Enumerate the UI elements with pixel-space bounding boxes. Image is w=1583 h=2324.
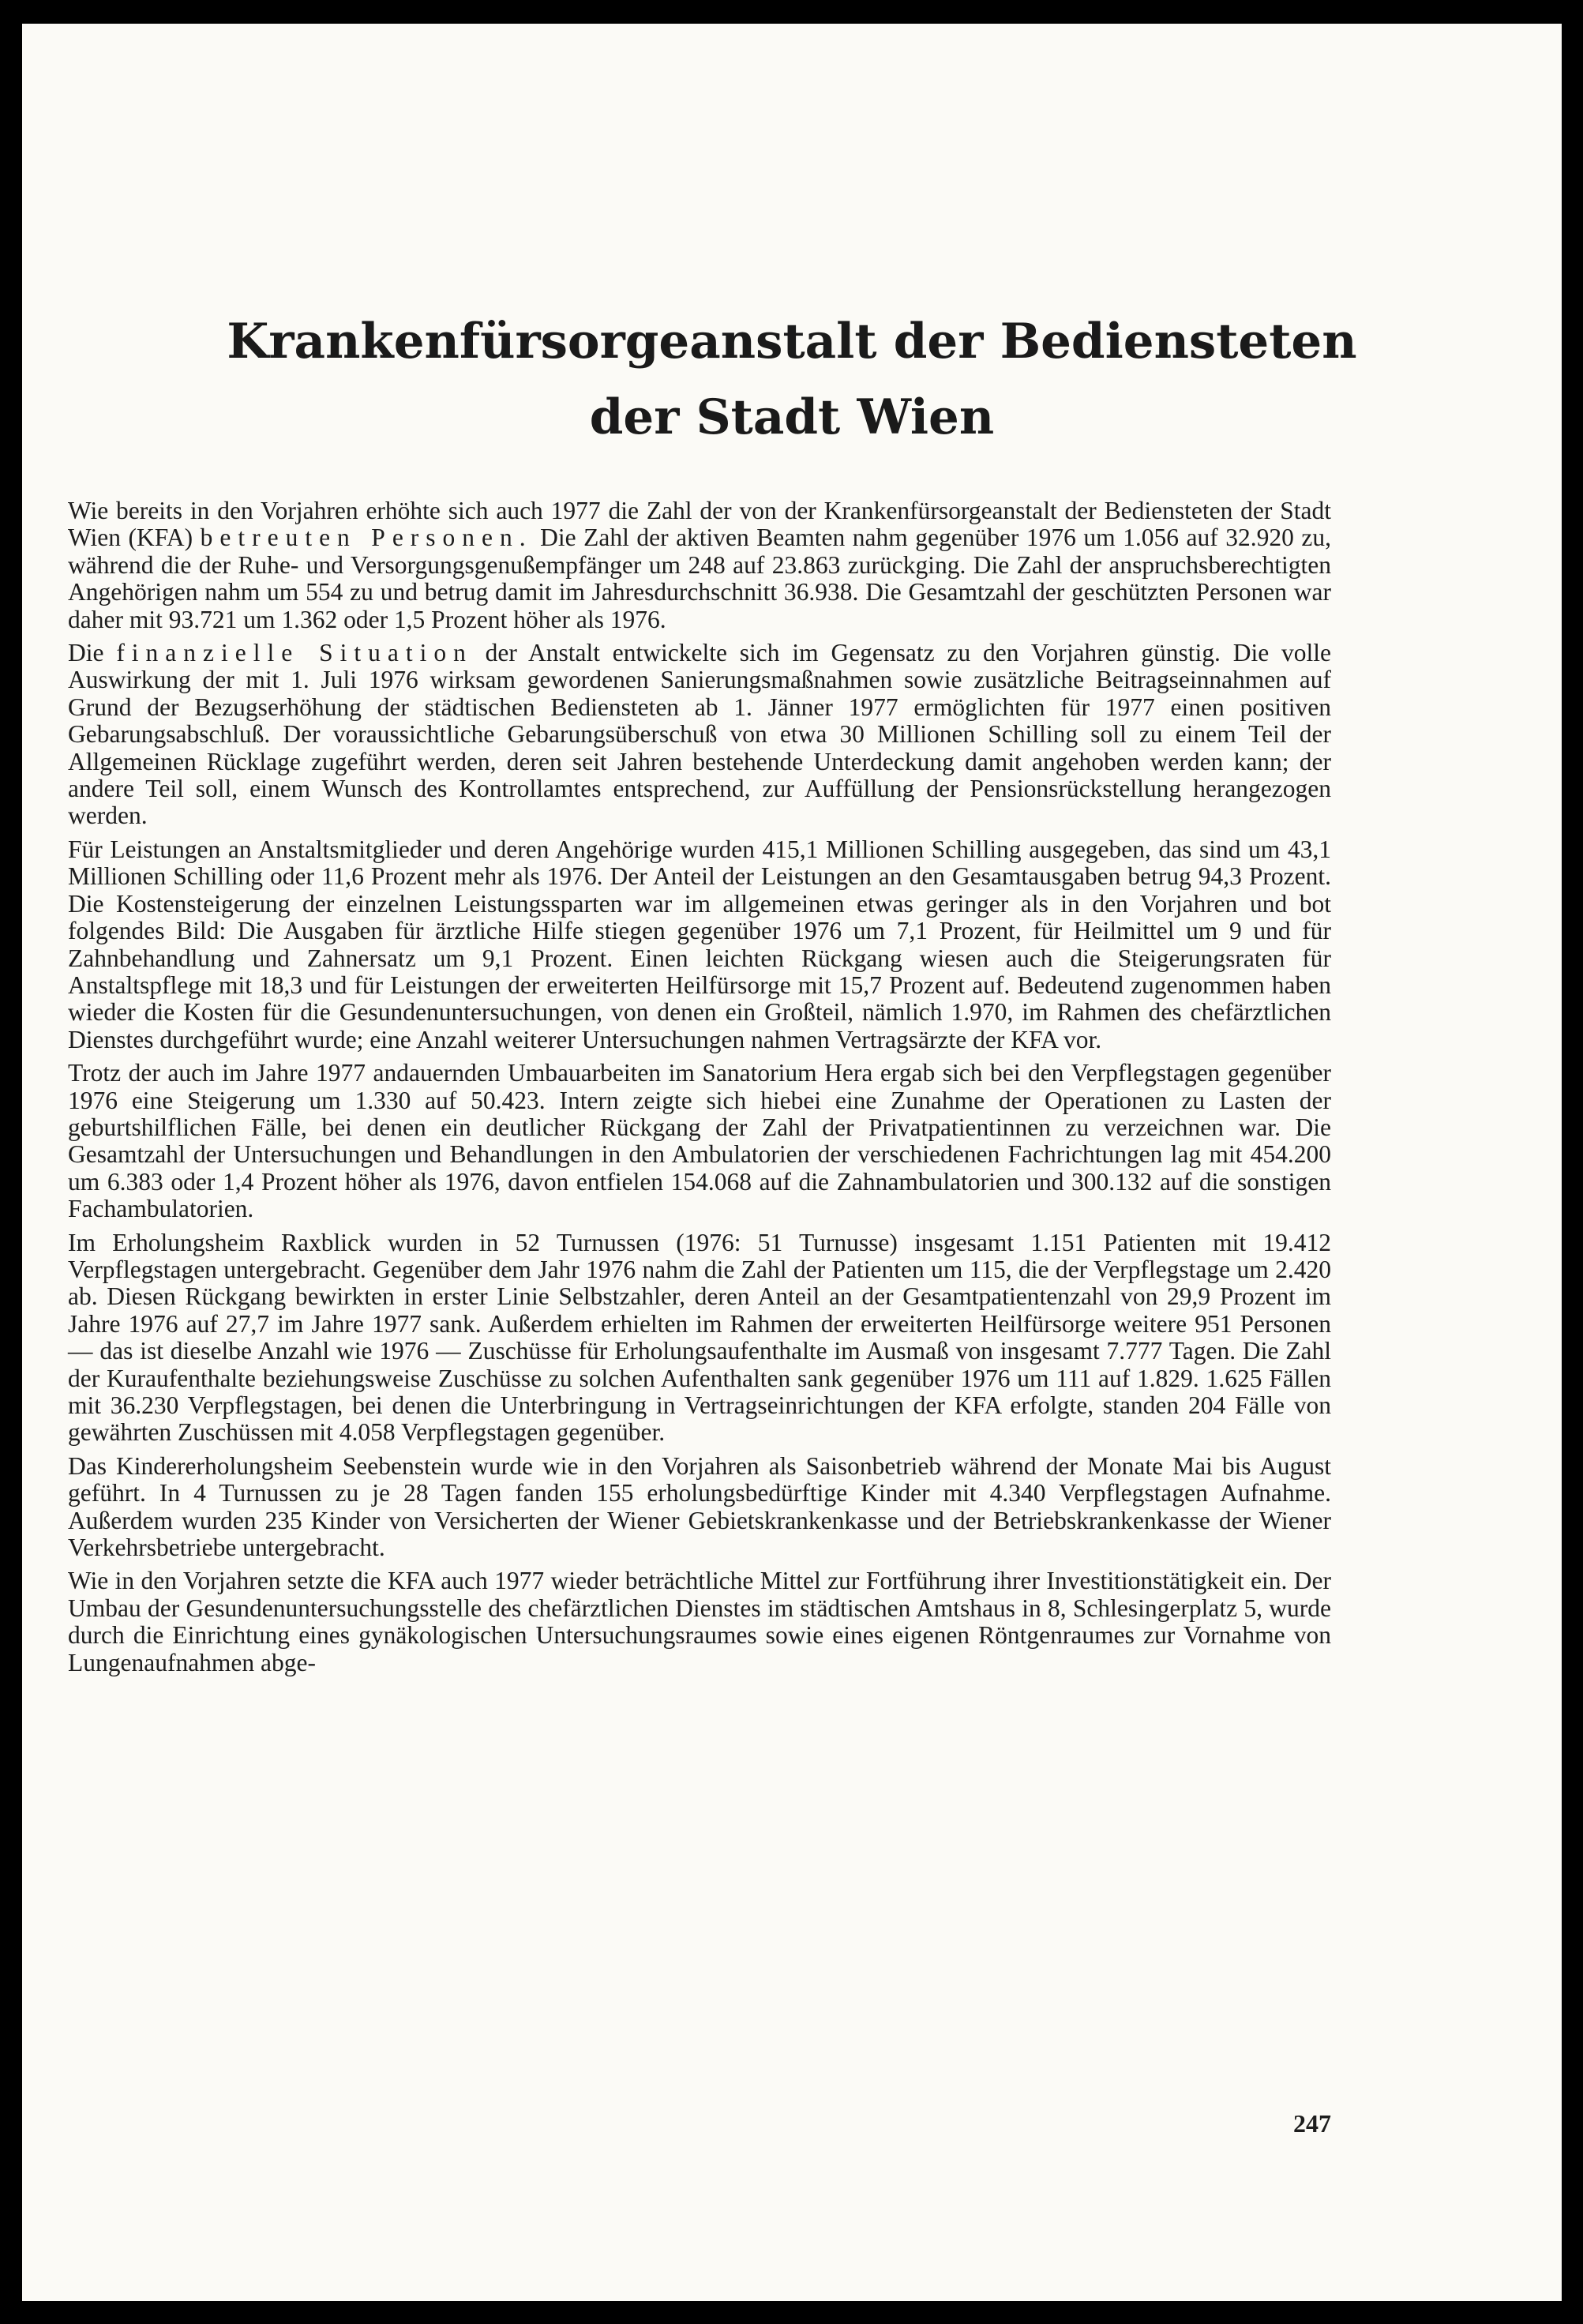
paragraph-1-text-b: Die Zahl der aktiven Beamten nahm gegenüber 1976 um 1.056 auf 32.920 zu, während die der Ruhe- und Versorgungsgenußempfänger um 248 auf 23.863 zurückging. Die Zahl der anspruchsberechtigten Angehörigen nahm um 554 zu und betrug damit im Jahresdurchschnitt 36.938. Die Gesamtzahl der geschützten Personen war daher mit 93.721 um 1.362 oder 1,5 Prozent höher als 1976. [68, 524, 1331, 633]
paragraph-1-text-a: Wie bereits in den Vorjahren erhöhte sich auch 1977 die Zahl der von der Krankenfürsorgeanstalt der Bediensteten der Stadt Wien (KFA) [68, 497, 1331, 552]
page-number: 247 [1293, 2109, 1331, 2138]
document-page [22, 24, 1562, 2301]
paragraph-2-text-a: Die [68, 639, 117, 667]
body-text [68, 497, 1331, 1683]
paragraph-2-text-b: der Anstalt entwickelte sich im Gegensatz zu den Vorjahren günstig. Die volle Auswirkung der mit 1. Juli 1976 wirksam gewordenen Sanierungsmaßnahmen sowie zusätzliche Beitragseinnahmen auf Grund der Bezugserhöhung der städtischen Bediensteten ab 1. Jänner 1977 ermöglichten für 1977 einen positiven Gebarungsabschluß. Der voraussichtliche Gebarungsüberschuß von etwa 30 Millionen Schilling soll zu einem Teil der Allgemeinen Rücklage zugeführt werden, deren seit Jahren bestehende Unterdeckung damit angehoben werden kann; der andere Teil soll, einem Wunsch des Kontrollamtes entsprechend, zur Auffüllung der Pensionsrückstellung herangezogen werden. [68, 639, 1331, 830]
paragraph-1 [68, 497, 1331, 633]
title-line-2: der Stadt Wien [589, 389, 995, 445]
page-title [22, 304, 1562, 456]
title-line-1: Krankenfürsorgeanstalt der Bediensteten [227, 313, 1357, 370]
paragraph-1-emphasis: betreuten Personen. [200, 524, 533, 552]
paragraph-6: Das Kindererholungsheim Seebenstein wurde wie in den Vorjahren als Saisonbetrieb während der Monate Mai bis August geführt. In 4 Turnussen zu je 28 Tagen fanden 155 erholungsbedürftige Kinder mit 4.340 Verpflegstagen Aufnahme. Außerdem wurden 235 Kinder von Versicherten der Wiener Gebietskrankenkasse und der Betriebskrankenkasse der Wiener Verkehrsbetriebe untergebracht. [68, 1451, 1331, 1562]
paragraph-3: Für Leistungen an Anstaltsmitglieder und deren Angehörige wurden 415,1 Millionen Schilling ausgegeben, das sind um 43,1 Millionen Schilling oder 11,6 Prozent mehr als 1976. Der Anteil der Leistungen an den Gesamtausgaben betrug 94,3 Prozent. Die Kostensteigerung der einzelnen Leistungssparten war im allgemeinen etwas geringer als in den Vorjahren und bot folgendes Bild: Die Ausgaben für ärztliche Hilfe stiegen gegenüber 1976 um 7,1 Prozent, für Heilmittel um 9 und für Zahnbehandlung und Zahnersatz um 9,1 Prozent. Einen leichten Rückgang wiesen auch die Steigerungsraten für Anstaltspflege mit 18,3 und für Leistungen der erweiterten Heilfürsorge mit 15,7 Prozent auf. Bedeutend zugenommen haben wieder die Kosten für die Gesundenuntersuchungen, von denen ein Großteil, nämlich 1.970, im Rahmen des chefärztlichen Dienstes durchgeführt wurde; eine Anzahl weiterer Untersuchungen nahmen Vertragsärzte der KFA vor. [68, 835, 1331, 1053]
paragraph-2 [68, 640, 1331, 830]
paragraph-7: Wie in den Vorjahren setzte die KFA auch 1977 wieder beträchtliche Mittel zur Fortführung ihrer Investitionstätigkeit ein. Der Umbau der Gesundenuntersuchungsstelle des chefärztlichen Dienstes im städtischen Amtshaus in 8, Schlesingerplatz 5, wurde durch die Einrichtung eines gynäkologischen Untersuchungsraumes sowie eines eigenen Röntgenraumes zur Vornahme von Lungenaufnahmen abge- [68, 1567, 1331, 1676]
paragraph-5: Im Erholungsheim Raxblick wurden in 52 Turnussen (1976: 51 Turnusse) insgesamt 1.151 Patienten mit 19.412 Verpflegstagen untergebracht. Gegenüber dem Jahr 1976 nahm die Zahl der Patienten um 115, die der Verpflegstage um 2.420 ab. Diesen Rückgang bewirkten in erster Linie Selbstzahler, deren Anteil an der Gesamtpatientenzahl von 29,9 Prozent im Jahre 1976 auf 27,7 im Jahre 1977 sank. Außerdem erhielten im Rahmen der erweiterten Heilfürsorge weitere 951 Personen — das ist dieselbe Anzahl wie 1976 — Zuschüsse für Erholungsaufenthalte im Ausmaß von insgesamt 7.777 Tagen. Die Zahl der Kuraufenthalte beziehungsweise Zuschüsse zu solchen Aufenthalten sank gegenüber 1976 um 111 auf 1.829. 1.625 Fällen mit 36.230 Verpflegstagen, bei denen die Unterbringung in Vertragseinrichtungen der KFA erfolgte, standen 204 Fälle von gewährten Zuschüssen mit 4.058 Verpflegstagen gegenüber. [68, 1228, 1331, 1447]
paragraph-4: Trotz der auch im Jahre 1977 andauernden Umbauarbeiten im Sanatorium Hera ergab sich bei den Verpflegstagen gegenüber 1976 eine Steigerung um 1.330 auf 50.423. Intern zeigte sich hiebei eine Zunahme der Operationen zu Lasten der geburtshilflichen Fälle, bei denen ein deutlicher Rückgang der Zahl der Privatpatientinnen zu verzeichnen war. Die Gesamtzahl der Untersuchungen und Behandlungen in den Ambulatorien der verschiedenen Fachrichtungen lag mit 454.200 um 6.383 oder 1,4 Prozent höher als 1976, davon entfielen 154.068 auf die Zahnambulatorien und 300.132 auf die sonstigen Fachambulatorien. [68, 1059, 1331, 1223]
paragraph-2-emphasis: finanzielle Situation [116, 639, 473, 667]
